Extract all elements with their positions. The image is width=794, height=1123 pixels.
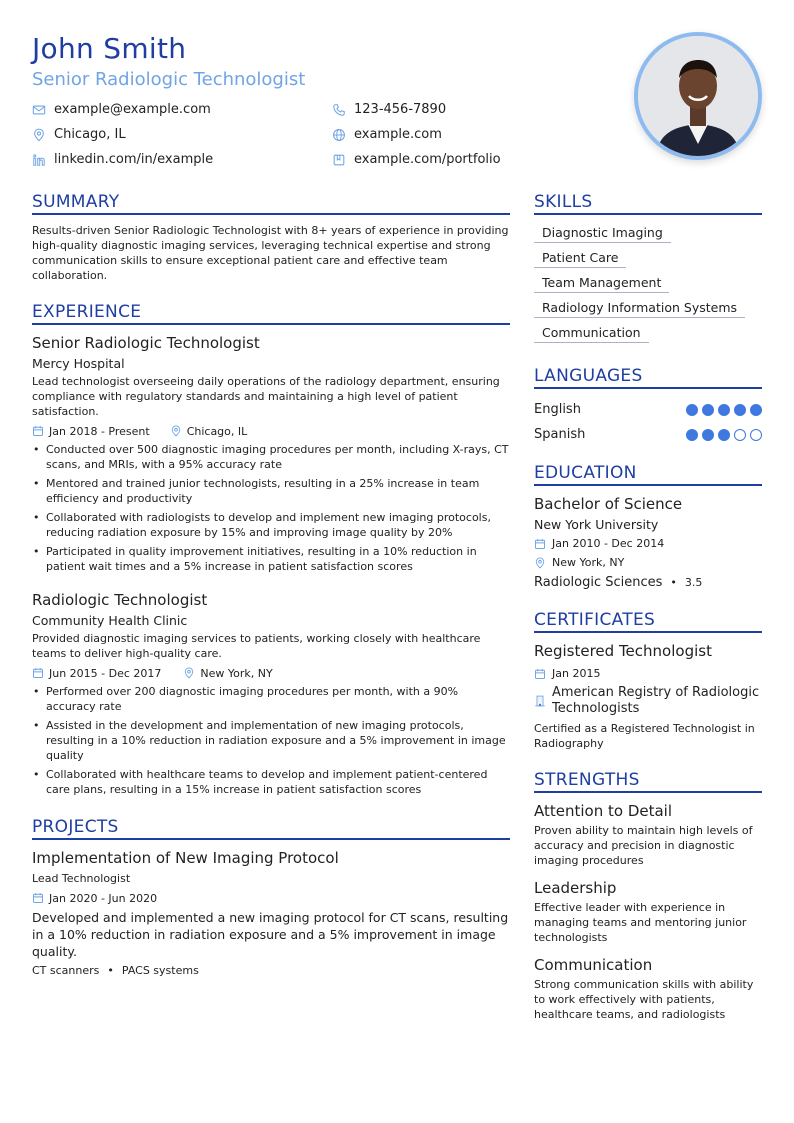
job-description: Provided diagnostic imaging services to patients, working closely with healthcare teams to deliver high-quality care.	[32, 632, 481, 660]
language-level	[686, 429, 762, 441]
location-icon	[32, 128, 46, 142]
job-meta	[32, 423, 510, 439]
strength-entry	[534, 801, 762, 868]
projects-section	[32, 817, 510, 977]
strength-text: Strong communication skills with ability to work effectively with patients, healthcare teams, and radiologists	[534, 978, 754, 1021]
education-dates	[534, 534, 762, 553]
strength-title: Leadership	[534, 879, 617, 897]
job-dates: Jun 2015 - Dec 2017	[49, 666, 162, 680]
list-item: • Collaborated with radiologists to develop and implement new imaging protocols, reducing radiation exposure by 15% and improving image quality by 20%	[32, 510, 510, 540]
job-company: Mercy Hospital	[32, 356, 125, 371]
project-tags	[32, 964, 510, 977]
project-dates: Jan 2020 - Jun 2020	[49, 891, 158, 905]
education-location-text: New York, NY	[552, 556, 625, 569]
certificate-name: Registered Technologist	[534, 642, 712, 660]
filled-dot-icon	[750, 404, 762, 416]
certificate-issuer-text: American Registry of Radiologic Technologists	[552, 685, 760, 716]
strengths-heading: STRENGTHS	[534, 770, 762, 793]
languages-heading: LANGUAGES	[534, 366, 762, 389]
calendar-icon	[32, 425, 44, 437]
portfolio-icon	[332, 153, 346, 167]
skills-section	[534, 192, 762, 348]
job-dates: Jan 2018 - Present	[49, 424, 150, 438]
job-title: Radiologic Technologist	[32, 591, 208, 609]
job-description: Lead technologist overseeing daily operations of the radiology department, ensuring compliance with regulatory standards and maintaining a high level of patient satisfaction.	[32, 375, 500, 418]
gpa-value: 3.5	[684, 576, 703, 589]
certificate-issuer	[534, 685, 762, 717]
contact-phone-text: 123-456-7890	[354, 102, 447, 117]
job-company: Community Health Clinic	[32, 613, 188, 628]
job-meta	[32, 665, 510, 681]
job-entry	[32, 590, 510, 797]
contact-website[interactable]	[332, 125, 532, 144]
education-heading: EDUCATION	[534, 463, 762, 486]
certificate-date	[534, 664, 762, 683]
skill-tag: Team Management	[534, 273, 669, 293]
phone-icon	[332, 103, 346, 117]
strength-title: Attention to Detail	[534, 802, 673, 820]
contact-portfolio-text: example.com/portfolio	[354, 152, 501, 167]
location-icon	[170, 425, 182, 437]
candidate-name: John Smith	[32, 32, 187, 65]
certificate-date-text: Jan 2015	[552, 667, 601, 680]
location-icon	[183, 667, 195, 679]
calendar-icon	[534, 668, 546, 680]
list-item: • Mentored and trained junior technologists, resulting in a 25% increase in team efficiency and productivity	[32, 476, 510, 506]
summary-section	[32, 192, 510, 283]
field-separator: •	[670, 576, 677, 589]
job-achievements	[32, 684, 510, 797]
globe-icon	[332, 128, 346, 142]
filled-dot-icon	[718, 429, 730, 441]
language-level	[686, 404, 762, 416]
person-avatar-icon	[638, 36, 758, 156]
project-tag: CT scanners	[32, 964, 100, 977]
filled-dot-icon	[686, 404, 698, 416]
languages-section	[534, 366, 762, 447]
strengths-section	[534, 770, 762, 1022]
calendar-icon	[534, 538, 546, 550]
contact-email[interactable]	[32, 100, 332, 119]
filled-dot-icon	[702, 404, 714, 416]
skills-list	[534, 223, 762, 348]
project-role: Lead Technologist	[32, 872, 131, 885]
list-item: • Conducted over 500 diagnostic imaging procedures per month, including X-rays, CT scans, and MRIs, with a 95% accuracy rate	[32, 442, 510, 472]
education-dates-text: Jan 2010 - Dec 2014	[552, 537, 665, 550]
empty-dot-icon	[750, 429, 762, 441]
job-title: Senior Radiologic Technologist	[32, 334, 260, 352]
education-field	[534, 575, 762, 590]
tag-separator: •	[107, 964, 114, 977]
profile-photo	[634, 32, 762, 160]
email-icon	[32, 103, 46, 117]
experience-heading: EXPERIENCE	[32, 302, 510, 325]
strength-text: Proven ability to maintain high levels of accuracy and precision in diagnostic imaging procedures	[534, 824, 753, 867]
contact-website-text: example.com	[354, 127, 442, 142]
language-name: Spanish	[534, 427, 586, 442]
skill-tag: Communication	[534, 323, 649, 343]
field-of-study: Radiologic Sciences	[534, 575, 663, 590]
main-column	[32, 192, 510, 977]
calendar-icon	[32, 667, 44, 679]
language-row	[534, 422, 762, 447]
project-title: Implementation of New Imaging Protocol	[32, 849, 339, 867]
contact-list	[32, 100, 532, 169]
skill-tag: Diagnostic Imaging	[534, 223, 671, 243]
experience-section	[32, 302, 510, 797]
filled-dot-icon	[718, 404, 730, 416]
project-entry	[32, 848, 510, 977]
strength-entry	[534, 955, 762, 1022]
skills-heading: SKILLS	[534, 192, 762, 215]
list-item: • Participated in quality improvement initiatives, resulting in a 10% reduction in patient wait times and a 5% increase in patient satisfaction scores	[32, 544, 510, 574]
job-location: Chicago, IL	[186, 424, 248, 438]
list-item: • Performed over 200 diagnostic imaging procedures per month, with a 90% accuracy rate	[32, 684, 510, 714]
location-icon	[534, 557, 546, 569]
contact-location	[32, 125, 332, 144]
strength-title: Communication	[534, 956, 653, 974]
contact-email-text: example@example.com	[54, 102, 211, 117]
education-section	[534, 463, 762, 590]
summary-text: Results-driven Senior Radiologic Technologist with 8+ years of experience in providing high-quality diagnostic imaging services, leveraging technical expertise and strong communication skills to ensure exceptional patient care and effective team collaboration.	[32, 224, 509, 282]
skill-tag: Radiology Information Systems	[534, 298, 745, 318]
job-location: New York, NY	[200, 666, 273, 680]
candidate-role: Senior Radiologic Technologist	[32, 69, 306, 90]
language-name: English	[534, 402, 581, 417]
project-description: Developed and implemented a new imaging protocol for CT scans, resulting in a 10% reduction in radiation exposure and a 5% improvement in image quality.	[32, 910, 509, 959]
certificates-heading: CERTIFICATES	[534, 610, 762, 633]
job-achievements	[32, 442, 510, 574]
projects-heading: PROJECTS	[32, 817, 510, 840]
contact-phone[interactable]	[332, 100, 532, 119]
summary-heading: SUMMARY	[32, 192, 510, 215]
contact-linkedin-text: linkedin.com/in/example	[54, 152, 214, 167]
list-item: • Assisted in the development and implementation of new imaging protocols, resulting in a 10% reduction in radiation exposure and a 5% improvement in image quality	[32, 718, 510, 763]
certificate-description: Certified as a Registered Technologist in Radiography	[534, 722, 755, 750]
education-location	[534, 553, 762, 572]
contact-location-text: Chicago, IL	[54, 127, 126, 142]
project-tag: PACS systems	[121, 964, 199, 977]
list-item: • Collaborated with healthcare teams to develop and implement patient-centered care plans, resulting in a 15% increase in patient satisfaction scores	[32, 767, 510, 797]
certificates-section	[534, 610, 762, 751]
job-entry	[32, 333, 510, 574]
filled-dot-icon	[702, 429, 714, 441]
calendar-icon	[32, 892, 44, 904]
filled-dot-icon	[686, 429, 698, 441]
skill-tag: Patient Care	[534, 248, 626, 268]
linkedin-icon	[32, 153, 46, 167]
contact-linkedin[interactable]	[32, 150, 332, 169]
contact-portfolio[interactable]	[332, 150, 532, 169]
strength-entry	[534, 878, 762, 945]
language-row	[534, 397, 762, 422]
filled-dot-icon	[734, 404, 746, 416]
building-icon	[534, 695, 546, 707]
strength-text: Effective leader with experience in managing teams and mentoring junior technologists	[534, 901, 747, 944]
empty-dot-icon	[734, 429, 746, 441]
side-column	[534, 192, 762, 1032]
degree-title: Bachelor of Science	[534, 495, 683, 513]
project-meta	[32, 890, 510, 906]
school-name: New York University	[534, 517, 659, 532]
